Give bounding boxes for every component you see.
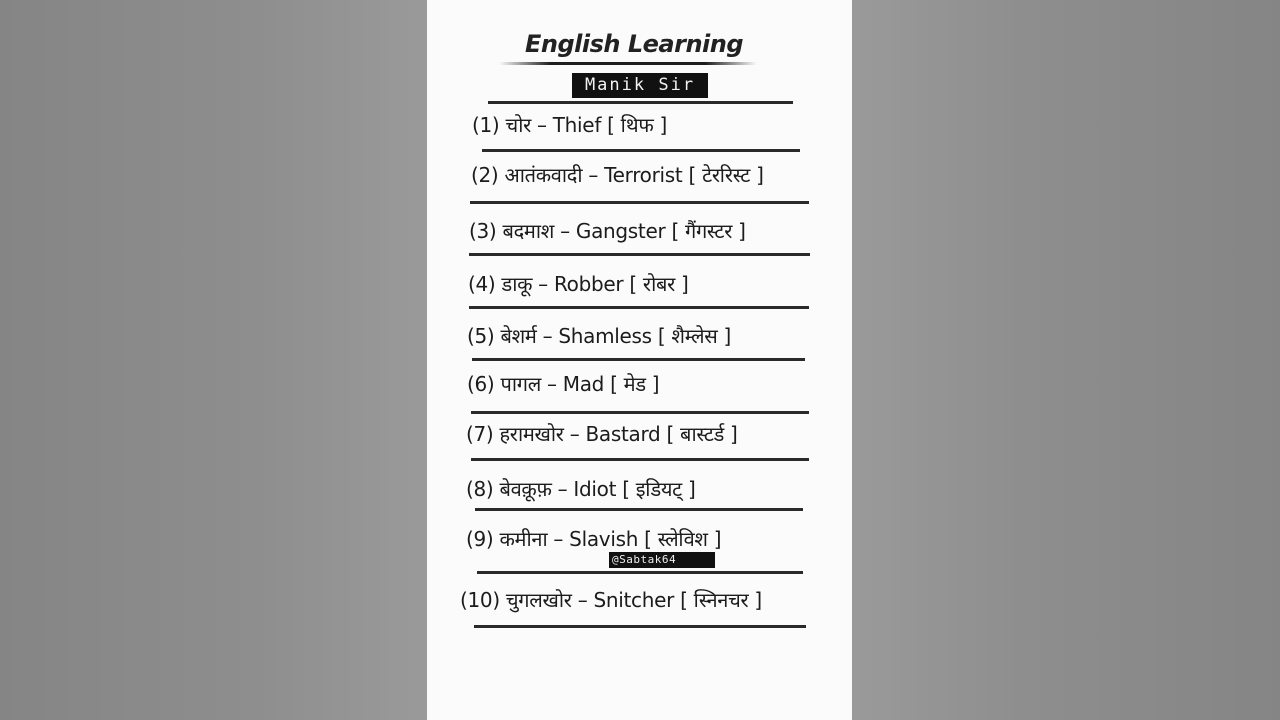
title-underline [499,62,757,65]
divider [475,508,803,511]
vocab-entry-2: (2) आतंकवादी – Terrorist [ टेररिस्ट ] [471,163,764,187]
lesson-card [427,0,852,720]
vocab-entry-6: (6) पागल – Mad [ मेड ] [467,372,660,396]
author-badge: Manik Sir [572,73,708,98]
divider [477,571,803,574]
divider [472,358,805,361]
divider [474,625,806,628]
vocab-entry-4: (4) डाकू – Robber [ रोबर ] [468,272,689,296]
left-background [0,0,427,720]
divider [471,458,809,461]
divider [471,411,809,414]
divider [482,149,800,152]
vocab-entry-5: (5) बेशर्म – Shamless [ शैम्लेस ] [467,324,732,348]
divider [469,306,809,309]
divider [470,201,809,204]
page-title: English Learning [525,30,744,58]
vocab-entry-3: (3) बदमाश – Gangster [ गैंगस्टर ] [469,219,746,243]
watermark-label: @Sabtak64 [609,552,715,568]
right-background [852,0,1280,720]
divider [488,101,793,104]
vocab-entry-7: (7) हरामखोर – Bastard [ बास्टर्ड ] [466,422,738,446]
vocab-entry-1: (1) चोर – Thief [ थिफ ] [472,113,668,137]
divider [469,253,810,256]
vocab-entry-8: (8) बेवक़ूफ़ – Idiot [ इडियट् ] [466,477,696,501]
vocab-entry-9: (9) कमीना – Slavish [ स्लेविश ] [466,527,722,551]
vocab-entry-10: (10) चुगलखोर – Snitcher [ स्निनचर ] [460,588,762,612]
